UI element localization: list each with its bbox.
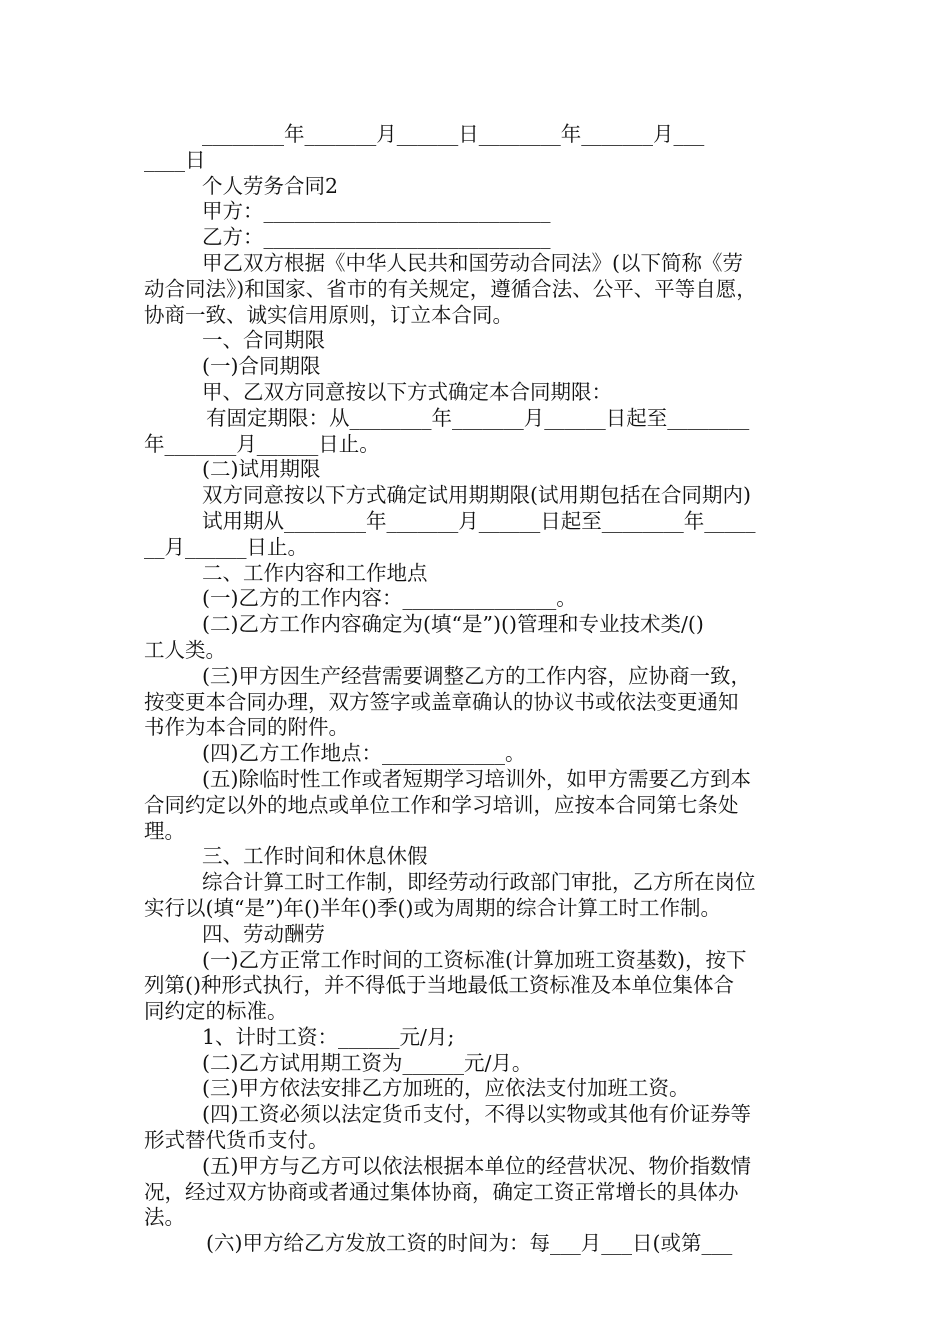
text-line: (六)甲方给乙方发放工资的时间为：每___月___日(或第___ [206,1231,733,1256]
text-line: 实行以(填“是”)年()半年()季()或为周期的综合计算工时工作制。 [144,895,721,920]
text-line: 试用期从________年_______月______日起至________年_____ [202,508,756,533]
text-line: 按变更本合同办理，双方签字或盖章确认的协议书或依法变更通知 [144,689,739,714]
text-line: 形式替代货币支付。 [144,1128,329,1153]
text-line: 乙方：____________________________ [202,225,551,250]
text-line: 甲、乙双方同意按以下方式确定本合同期限： [202,379,612,404]
text-line: (三)甲方因生产经营需要调整乙方的工作内容，应协商一致， [202,663,751,688]
text-line: 协商一致、诚实信用原则，订立本合同。 [144,302,513,327]
text-line: __月______日止。 [144,534,308,559]
text-line: (三)甲方依法安排乙方加班的，应依法支付加班工资。 [202,1076,690,1101]
text-line: 况，经过双方协商或者通过集体协商，确定工资正常增长的具体办 [144,1179,739,1204]
text-line: 法。 [144,1205,185,1230]
text-line: 双方同意按以下方式确定试用期期限(试用期包括在合同期内) [202,483,751,508]
text-line: 工人类。 [144,637,226,662]
text-line: 合同约定以外的地点或单位工作和学习培训，应按本合同第七条处 [144,792,739,817]
text-line: (四)乙方工作地点：____________。 [202,741,526,766]
text-line: 三、工作时间和休息休假 [202,844,428,869]
text-line: 甲方：____________________________ [202,199,551,224]
text-line: (五)甲方与乙方可以依法根据本单位的经营状况、物价指数情 [202,1153,751,1178]
text-line: (五)除临时性工作或者短期学习培训外，如甲方需要乙方到本 [202,766,751,791]
text-line: 一、合同期限 [202,328,325,353]
text-line: 列第()种形式执行，并不得低于当地最低工资标准及本单位集体合 [144,973,734,998]
text-line: 动合同法》)和国家、省市的有关规定，遵循合法、公平、平等自愿， [144,276,757,301]
text-line: (一)乙方正常工作时间的工资标准(计算加班工资基数)，按下 [202,947,747,972]
text-line: 甲乙双方根据《中华人民共和国劳动合同法》(以下简称《劳 [202,250,743,275]
contract-body [144,122,810,1257]
text-line: (二)乙方工作内容确定为(填“是”)()管理和专业技术类/() [202,612,704,637]
text-line: (二)乙方试用期工资为______元/月。 [202,1050,533,1075]
text-line: ________年_______月______日________年_______月___ [202,122,705,146]
text-line: 1、计时工资：______元/月; [202,1024,455,1049]
text-line: 二、工作内容和工作地点 [202,560,428,585]
text-line: 综合计算工时工作制，即经劳动行政部门审批，乙方所在岗位 [202,870,756,895]
text-line: 书作为本合同的附件。 [144,715,349,740]
text-line: (四)工资必须以法定货币支付，不得以实物或其他有价证券等 [202,1102,751,1127]
text-line: 年_______月______日止。 [144,431,380,456]
text-line: 理。 [144,818,185,843]
text-line: 四、劳动酬劳 [202,921,325,946]
text-line: 有固定期限：从________年_______月______日起至________ [206,405,750,430]
text-line: (二)试用期限 [202,457,321,482]
text-line: (一)合同期限 [202,354,321,379]
text-line: 个人劳务合同2 [202,173,339,198]
text-line: (一)乙方的工作内容：_______________。 [202,586,577,611]
text-line: 同约定的标准。 [144,999,288,1024]
text-line: ____日 [144,147,206,172]
